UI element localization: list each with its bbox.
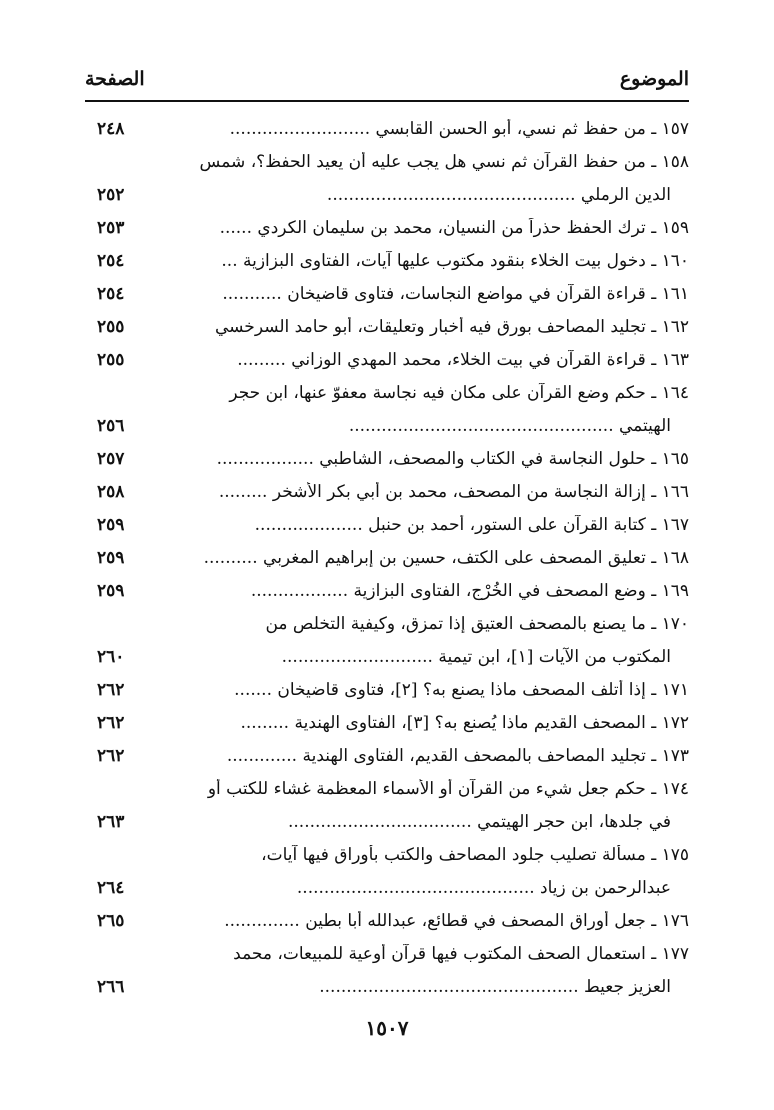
toc-entry-title: ١٥٩ ـ ترك الحفظ حذراً من النسيان، محمد بن سليمان الكردي ......	[219, 218, 689, 238]
toc-entry-page: ٢٥٣	[97, 218, 125, 238]
toc-entry-title: ١٧١ ـ إذا أتلف المصحف ماذا يصنع به؟ [٢]، فتاوى قاضيخان .......	[234, 680, 689, 700]
toc-entry	[85, 313, 689, 346]
toc-entry-page: ٢٦٢	[97, 680, 125, 700]
toc-entry	[85, 247, 689, 280]
toc-entry	[85, 544, 689, 577]
toc-entry-page: ٢٦٥	[97, 911, 125, 931]
toc-entry-title: ١٧٦ ـ جعل أوراق المصحف في قطائع، عبدالله أبا بطين ..............	[224, 911, 689, 931]
toc-entry-page: ٢٦٦	[97, 977, 125, 997]
toc-entry-title: ١٧٢ ـ المصحف القديم ماذا يُصنع به؟ [٣]، الفتاوى الهندية .........	[240, 713, 689, 733]
toc-entry	[85, 610, 689, 643]
toc-entry-title: ١٦٨ ـ تعليق المصحف على الكتف، حسين بن إبراهيم المغربي ..........	[203, 548, 689, 568]
toc-entry	[85, 973, 689, 1006]
toc-entry-page: ٢٥٩	[97, 515, 125, 535]
toc-entry-title: ١٧٥ ـ مسألة تصليب جلود المصاحف والكتب بأوراق فيها آيات،	[261, 845, 689, 865]
toc-entry	[85, 577, 689, 610]
toc-entry	[85, 676, 689, 709]
toc-entry-page: ٢٦٤	[97, 878, 125, 898]
toc-entry-title: ١٧٣ ـ تجليد المصاحف بالمصحف القديم، الفتاوى الهندية .............	[226, 746, 689, 766]
toc-entry-title: الهيتمي .................................................	[348, 416, 671, 436]
toc-entry-title: ١٦٦ ـ إزالة النجاسة من المصحف، محمد بن أبي بكر الأشخر .........	[218, 482, 689, 502]
toc-entry	[85, 643, 689, 676]
toc-entry-title: ١٧٧ ـ استعمال الصحف المكتوب فيها قرآن أوعية للمبيعات، محمد	[233, 944, 689, 964]
toc-entry-page: ٢٥٧	[97, 449, 125, 469]
toc-entry-page: ٢٥٤	[97, 284, 125, 304]
toc-entry-title: ١٦٠ ـ دخول بيت الخلاء بنقود مكتوب عليها آيات، الفتاوى البزازية ...	[221, 251, 689, 271]
toc-entry-page: ٢٥٥	[97, 350, 125, 370]
table-of-contents	[85, 115, 689, 1006]
toc-entry-page: ٢٦٠	[97, 647, 125, 667]
toc-entry-title: ١٧٠ ـ ما يصنع بالمصحف العتيق إذا تمزق، وكيفية التخلص من	[265, 614, 689, 634]
toc-entry-page: ٢٥٨	[97, 482, 125, 502]
toc-entry	[85, 148, 689, 181]
toc-entry-title: ١٧٤ ـ حكم جعل شيء من القرآن أو الأسماء المعظمة غشاء للكتب أو	[207, 779, 689, 799]
toc-entry-page: ٢٥٢	[97, 185, 125, 205]
toc-entry	[85, 115, 689, 148]
toc-entry-title: ١٦٢ ـ تجليد المصاحف بورق فيه أخبار وتعليقات، أبو حامد السرخسي	[214, 317, 689, 337]
page-header	[85, 64, 689, 102]
toc-entry	[85, 808, 689, 841]
toc-entry-page: ٢٥٤	[97, 251, 125, 271]
toc-entry	[85, 742, 689, 775]
toc-entry-page: ٢٦٢	[97, 713, 125, 733]
toc-entry-title: العزيز جعيط ................................................	[319, 977, 671, 997]
toc-entry-page: ٢٥٦	[97, 416, 125, 436]
header-topic: الموضوع	[619, 68, 689, 90]
toc-entry	[85, 412, 689, 445]
toc-entry-title: المكتوب من الآيات [١]، ابن تيمية ............................	[281, 647, 671, 667]
toc-entry-title: ١٦٣ ـ قراءة القرآن في بيت الخلاء، محمد المهدي الوزاني .........	[237, 350, 689, 370]
toc-entry	[85, 214, 689, 247]
toc-entry-page: ٢٥٩	[97, 581, 125, 601]
toc-entry	[85, 478, 689, 511]
toc-entry	[85, 379, 689, 412]
toc-entry-page: ٢٦٣	[97, 812, 125, 832]
toc-entry-title: ١٥٨ ـ من حفظ القرآن ثم نسي هل يجب عليه أن يعيد الحفظ؟، شمس	[199, 152, 689, 172]
toc-entry	[85, 907, 689, 940]
header-page: الصفحة	[85, 68, 145, 90]
toc-entry-title: ١٦٤ ـ حكم وضع القرآن على مكان فيه نجاسة معفوّ عنها، ابن حجر	[229, 383, 689, 403]
toc-entry	[85, 181, 689, 214]
toc-entry	[85, 940, 689, 973]
toc-entry-page: ٢٤٨	[97, 119, 125, 139]
toc-entry	[85, 346, 689, 379]
toc-entry	[85, 841, 689, 874]
toc-entry-title: ١٦٧ ـ كتابة القرآن على الستور، أحمد بن حنبل ....................	[254, 515, 689, 535]
toc-entry	[85, 775, 689, 808]
toc-entry	[85, 445, 689, 478]
toc-entry	[85, 874, 689, 907]
toc-entry-title: ١٦٩ ـ وضع المصحف في الخُرْج، الفتاوى البزازية ..................	[250, 581, 689, 601]
toc-entry-title: ١٥٧ ـ من حفظ ثم نسي، أبو الحسن القابسي ..........................	[229, 119, 689, 139]
toc-entry-page: ٢٥٩	[97, 548, 125, 568]
toc-entry	[85, 280, 689, 313]
toc-entry-page: ٢٦٢	[97, 746, 125, 766]
toc-entry-page: ٢٥٥	[97, 317, 125, 337]
toc-entry-title: ١٦٥ ـ حلول النجاسة في الكتاب والمصحف، الشاطبي ..................	[216, 449, 689, 469]
toc-entry-title: عبدالرحمن بن زياد ............................................	[296, 878, 671, 898]
page-number: ١٥٠٧	[365, 1016, 409, 1040]
toc-entry-title: الدين الرملي ..............................................	[326, 185, 671, 205]
toc-entry-title: ١٦١ ـ قراءة القرآن في مواضع النجاسات، فتاوى قاضيخان ...........	[222, 284, 689, 304]
toc-entry	[85, 511, 689, 544]
toc-entry	[85, 709, 689, 742]
toc-entry-title: في جلدها، ابن حجر الهيتمي ..................................	[288, 812, 671, 832]
